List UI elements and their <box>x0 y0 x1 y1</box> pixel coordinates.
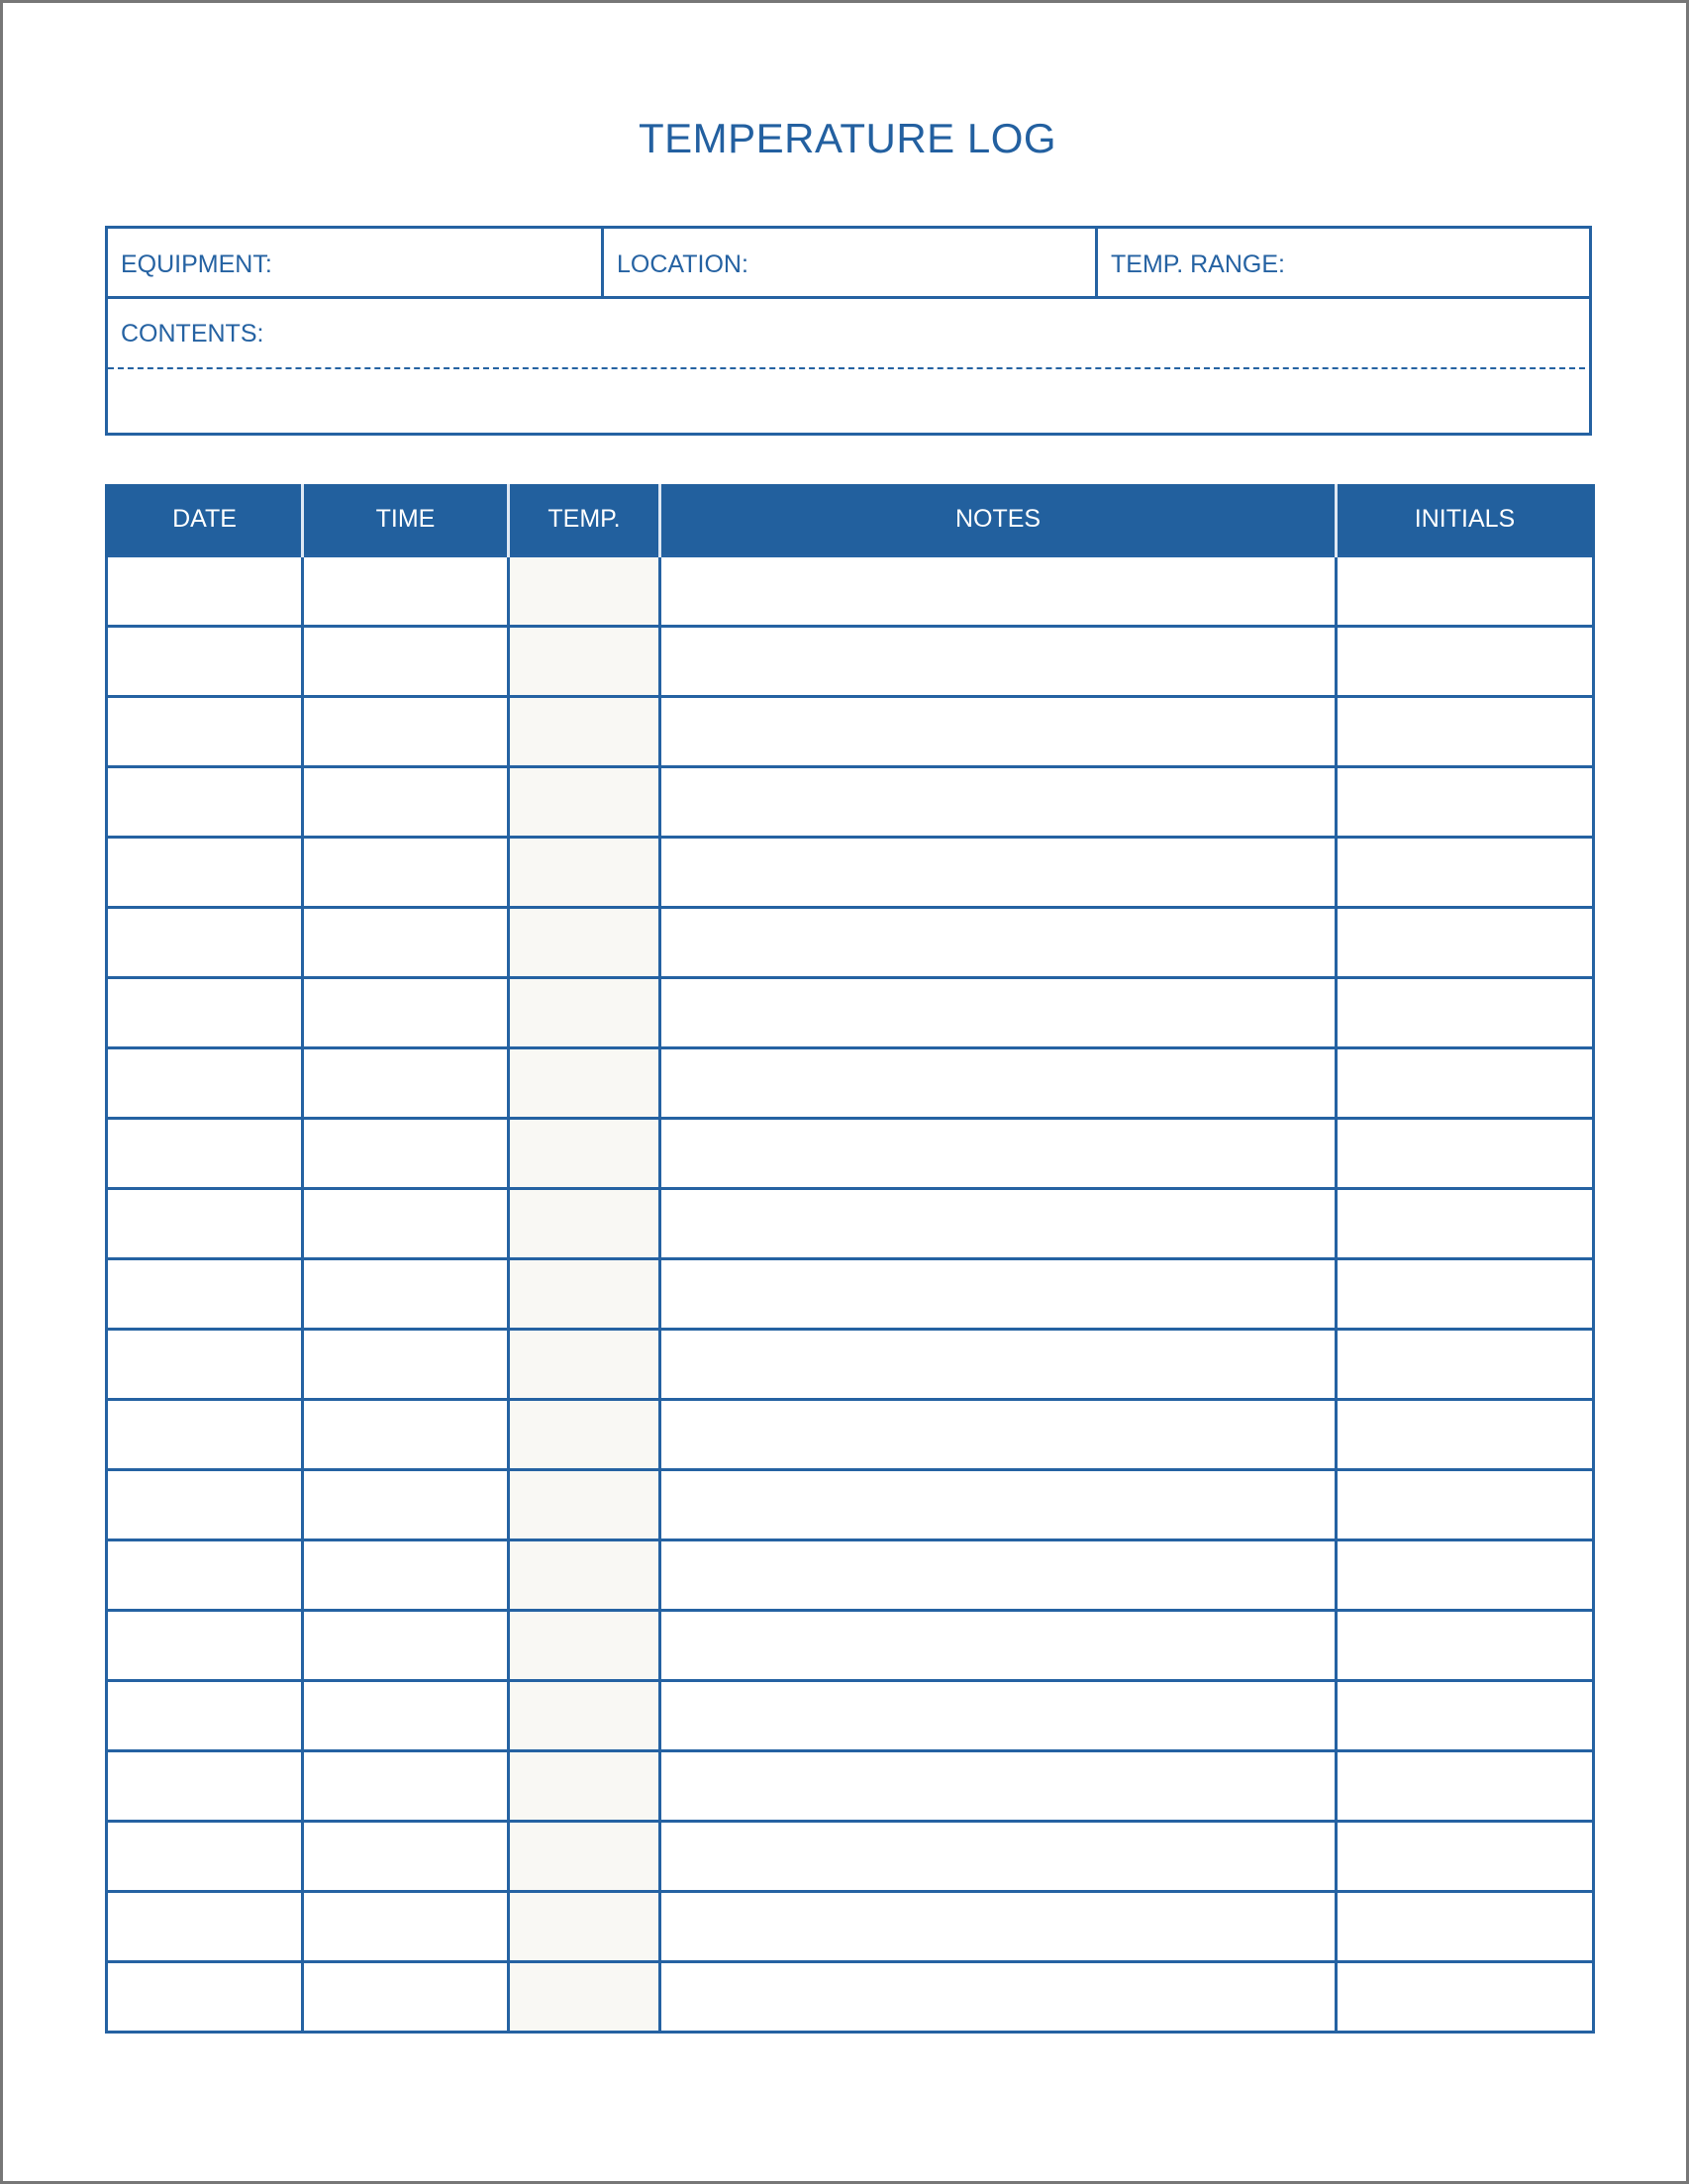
notes-cell[interactable] <box>660 626 1337 696</box>
temp-input[interactable] <box>510 1120 658 1187</box>
notes-input[interactable] <box>661 1331 1335 1398</box>
time-cell[interactable] <box>303 1329 509 1399</box>
initials-cell[interactable] <box>1337 1961 1594 2032</box>
notes-input[interactable] <box>661 1049 1335 1117</box>
temp-cell[interactable] <box>509 1750 660 1821</box>
temp-input[interactable] <box>510 698 658 765</box>
time-input[interactable] <box>304 768 507 836</box>
temp-cell[interactable] <box>509 696 660 766</box>
temp-input[interactable] <box>510 1260 658 1328</box>
date-input[interactable] <box>108 979 301 1046</box>
temp-cell[interactable] <box>509 1891 660 1961</box>
notes-cell[interactable] <box>660 1329 1337 1399</box>
table-row <box>107 1891 1594 1961</box>
table-row <box>107 555 1594 626</box>
initials-input[interactable] <box>1338 698 1592 765</box>
notes-cell[interactable] <box>660 1539 1337 1610</box>
temp-input[interactable] <box>510 1049 658 1117</box>
table-row <box>107 696 1594 766</box>
date-input[interactable] <box>108 628 301 695</box>
time-cell[interactable] <box>303 1539 509 1610</box>
temp-range-field[interactable] <box>1095 229 1589 296</box>
notes-input[interactable] <box>661 768 1335 836</box>
time-cell[interactable] <box>303 766 509 837</box>
date-input[interactable] <box>108 839 301 906</box>
initials-input[interactable] <box>1338 1471 1592 1539</box>
initials-cell[interactable] <box>1337 1610 1594 1680</box>
time-input[interactable] <box>304 1823 507 1890</box>
notes-input[interactable] <box>661 628 1335 695</box>
initials-cell[interactable] <box>1337 837 1594 907</box>
equipment-label: EQUIPMENT: <box>121 250 272 278</box>
table-row <box>107 766 1594 837</box>
info-row-top <box>108 229 1589 299</box>
date-cell[interactable] <box>107 907 303 977</box>
time-cell[interactable] <box>303 696 509 766</box>
date-cell[interactable] <box>107 1258 303 1329</box>
table-row <box>107 626 1594 696</box>
table-row <box>107 1539 1594 1610</box>
notes-input[interactable] <box>661 557 1335 625</box>
time-input[interactable] <box>304 1190 507 1257</box>
initials-input[interactable] <box>1338 1893 1592 1960</box>
temp-cell[interactable] <box>509 1399 660 1469</box>
time-cell[interactable] <box>303 1188 509 1258</box>
temp-range-label: TEMP. RANGE: <box>1111 250 1285 278</box>
notes-cell[interactable] <box>660 1891 1337 1961</box>
time-input[interactable] <box>304 1401 507 1468</box>
notes-cell[interactable] <box>660 1469 1337 1539</box>
time-input[interactable] <box>304 1049 507 1117</box>
time-cell[interactable] <box>303 907 509 977</box>
temp-input[interactable] <box>510 768 658 836</box>
column-header-initials: INITIALS <box>1337 484 1594 555</box>
date-cell[interactable] <box>107 1399 303 1469</box>
initials-input[interactable] <box>1338 1682 1592 1749</box>
date-cell[interactable] <box>107 977 303 1047</box>
time-cell[interactable] <box>303 1680 509 1750</box>
initials-input[interactable] <box>1338 1401 1592 1468</box>
temp-input[interactable] <box>510 979 658 1046</box>
notes-input[interactable] <box>661 698 1335 765</box>
temp-input[interactable] <box>510 1893 658 1960</box>
initials-input[interactable] <box>1338 839 1592 906</box>
time-input[interactable] <box>304 1682 507 1749</box>
time-cell[interactable] <box>303 837 509 907</box>
temp-cell[interactable] <box>509 1539 660 1610</box>
time-cell[interactable] <box>303 626 509 696</box>
notes-input[interactable] <box>661 1120 1335 1187</box>
notes-cell[interactable] <box>660 1961 1337 2032</box>
temp-cell[interactable] <box>509 1469 660 1539</box>
initials-cell[interactable] <box>1337 696 1594 766</box>
temp-cell[interactable] <box>509 1961 660 2032</box>
initials-cell[interactable] <box>1337 766 1594 837</box>
notes-cell[interactable] <box>660 696 1337 766</box>
date-input[interactable] <box>108 1190 301 1257</box>
table-row <box>107 1047 1594 1118</box>
initials-cell[interactable] <box>1337 977 1594 1047</box>
initials-cell[interactable] <box>1337 1469 1594 1539</box>
notes-input[interactable] <box>661 839 1335 906</box>
notes-cell[interactable] <box>660 1118 1337 1188</box>
date-cell[interactable] <box>107 1047 303 1118</box>
notes-input[interactable] <box>661 979 1335 1046</box>
notes-input[interactable] <box>661 909 1335 976</box>
notes-cell[interactable] <box>660 1258 1337 1329</box>
temp-cell[interactable] <box>509 1680 660 1750</box>
initials-input[interactable] <box>1338 1823 1592 1890</box>
table-header-row <box>107 484 1594 555</box>
initials-cell[interactable] <box>1337 1750 1594 1821</box>
time-input[interactable] <box>304 698 507 765</box>
time-cell[interactable] <box>303 1891 509 1961</box>
temp-cell[interactable] <box>509 626 660 696</box>
temp-input[interactable] <box>510 1963 658 2031</box>
temp-cell[interactable] <box>509 766 660 837</box>
time-cell[interactable] <box>303 1118 509 1188</box>
date-input[interactable] <box>108 768 301 836</box>
date-input[interactable] <box>108 1049 301 1117</box>
table-row <box>107 1610 1594 1680</box>
date-cell[interactable] <box>107 1961 303 2032</box>
notes-input[interactable] <box>661 1893 1335 1960</box>
date-input[interactable] <box>108 1331 301 1398</box>
date-input[interactable] <box>108 1471 301 1539</box>
notes-cell[interactable] <box>660 977 1337 1047</box>
page-title: TEMPERATURE LOG <box>638 115 1057 161</box>
table-row <box>107 1399 1594 1469</box>
time-cell[interactable] <box>303 1961 509 2032</box>
table-row <box>107 977 1594 1047</box>
time-input[interactable] <box>304 557 507 625</box>
date-input[interactable] <box>108 1541 301 1609</box>
initials-cell[interactable] <box>1337 1680 1594 1750</box>
initials-cell[interactable] <box>1337 1258 1594 1329</box>
initials-cell[interactable] <box>1337 1047 1594 1118</box>
notes-cell[interactable] <box>660 1610 1337 1680</box>
date-cell[interactable] <box>107 1469 303 1539</box>
initials-input[interactable] <box>1338 1752 1592 1820</box>
initials-input[interactable] <box>1338 628 1592 695</box>
temp-input[interactable] <box>510 1401 658 1468</box>
time-cell[interactable] <box>303 1258 509 1329</box>
temp-input[interactable] <box>510 1190 658 1257</box>
initials-input[interactable] <box>1338 1963 1592 2031</box>
notes-input[interactable] <box>661 1963 1335 2031</box>
date-cell[interactable] <box>107 1610 303 1680</box>
table-row <box>107 1329 1594 1399</box>
location-label: LOCATION: <box>617 250 748 278</box>
initials-cell[interactable] <box>1337 555 1594 626</box>
initials-input[interactable] <box>1338 1331 1592 1398</box>
time-input[interactable] <box>304 1120 507 1187</box>
time-input[interactable] <box>304 628 507 695</box>
column-header-date: DATE <box>107 484 303 555</box>
temp-input[interactable] <box>510 839 658 906</box>
initials-cell[interactable] <box>1337 1329 1594 1399</box>
notes-cell[interactable] <box>660 1821 1337 1891</box>
date-input[interactable] <box>108 1401 301 1468</box>
date-cell[interactable] <box>107 837 303 907</box>
notes-input[interactable] <box>661 1471 1335 1539</box>
temp-cell[interactable] <box>509 1329 660 1399</box>
time-cell[interactable] <box>303 1821 509 1891</box>
temp-cell[interactable] <box>509 907 660 977</box>
date-cell[interactable] <box>107 1539 303 1610</box>
date-cell[interactable] <box>107 1821 303 1891</box>
temp-cell[interactable] <box>509 1188 660 1258</box>
date-input[interactable] <box>108 1893 301 1960</box>
initials-input[interactable] <box>1338 909 1592 976</box>
initials-cell[interactable] <box>1337 1188 1594 1258</box>
notes-input[interactable] <box>661 1260 1335 1328</box>
temp-input[interactable] <box>510 1541 658 1609</box>
location-field[interactable] <box>601 229 1095 296</box>
notes-cell[interactable] <box>660 555 1337 626</box>
equipment-info-box <box>105 226 1592 436</box>
date-input[interactable] <box>108 1963 301 2031</box>
date-cell[interactable] <box>107 1329 303 1399</box>
temp-input[interactable] <box>510 1471 658 1539</box>
column-header-temp: TEMP. <box>509 484 660 555</box>
notes-input[interactable] <box>661 1682 1335 1749</box>
initials-input[interactable] <box>1338 1612 1592 1679</box>
time-input[interactable] <box>304 1260 507 1328</box>
time-cell[interactable] <box>303 1469 509 1539</box>
notes-input[interactable] <box>661 1752 1335 1820</box>
table-row <box>107 907 1594 977</box>
contents-dashed-divider <box>108 367 1585 369</box>
time-input[interactable] <box>304 1752 507 1820</box>
temp-cell[interactable] <box>509 1821 660 1891</box>
time-input[interactable] <box>304 1541 507 1609</box>
date-cell[interactable] <box>107 1118 303 1188</box>
date-cell[interactable] <box>107 696 303 766</box>
temp-input[interactable] <box>510 1612 658 1679</box>
initials-cell[interactable] <box>1337 1399 1594 1469</box>
date-input[interactable] <box>108 1612 301 1679</box>
date-cell[interactable] <box>107 1750 303 1821</box>
initials-cell[interactable] <box>1337 1118 1594 1188</box>
notes-cell[interactable] <box>660 907 1337 977</box>
date-input[interactable] <box>108 1823 301 1890</box>
notes-input[interactable] <box>661 1401 1335 1468</box>
notes-cell[interactable] <box>660 1750 1337 1821</box>
initials-cell[interactable] <box>1337 1539 1594 1610</box>
temp-cell[interactable] <box>509 555 660 626</box>
notes-cell[interactable] <box>660 1399 1337 1469</box>
date-input[interactable] <box>108 557 301 625</box>
initials-input[interactable] <box>1338 557 1592 625</box>
table-row <box>107 1680 1594 1750</box>
table-body <box>107 555 1594 2032</box>
temp-input[interactable] <box>510 557 658 625</box>
initials-cell[interactable] <box>1337 626 1594 696</box>
table-row <box>107 1469 1594 1539</box>
time-input[interactable] <box>304 1893 507 1960</box>
time-input[interactable] <box>304 979 507 1046</box>
temp-input[interactable] <box>510 1752 658 1820</box>
time-input[interactable] <box>304 1963 507 2031</box>
temp-input[interactable] <box>510 909 658 976</box>
notes-cell[interactable] <box>660 1047 1337 1118</box>
initials-input[interactable] <box>1338 1190 1592 1257</box>
initials-input[interactable] <box>1338 1541 1592 1609</box>
temp-cell[interactable] <box>509 1258 660 1329</box>
date-input[interactable] <box>108 1682 301 1749</box>
notes-cell[interactable] <box>660 837 1337 907</box>
initials-cell[interactable] <box>1337 1891 1594 1961</box>
time-cell[interactable] <box>303 1610 509 1680</box>
date-input[interactable] <box>108 1120 301 1187</box>
time-cell[interactable] <box>303 1399 509 1469</box>
notes-input[interactable] <box>661 1823 1335 1890</box>
time-input[interactable] <box>304 1471 507 1539</box>
notes-cell[interactable] <box>660 1680 1337 1750</box>
time-input[interactable] <box>304 839 507 906</box>
column-header-notes: NOTES <box>660 484 1337 555</box>
time-cell[interactable] <box>303 555 509 626</box>
initials-input[interactable] <box>1338 768 1592 836</box>
time-cell[interactable] <box>303 977 509 1047</box>
date-input[interactable] <box>108 1752 301 1820</box>
notes-cell[interactable] <box>660 766 1337 837</box>
date-cell[interactable] <box>107 766 303 837</box>
date-input[interactable] <box>108 698 301 765</box>
time-input[interactable] <box>304 909 507 976</box>
time-cell[interactable] <box>303 1750 509 1821</box>
date-cell[interactable] <box>107 1891 303 1961</box>
date-input[interactable] <box>108 909 301 976</box>
initials-input[interactable] <box>1338 979 1592 1046</box>
time-input[interactable] <box>304 1331 507 1398</box>
table-row <box>107 1188 1594 1258</box>
initials-input[interactable] <box>1338 1049 1592 1117</box>
date-cell[interactable] <box>107 555 303 626</box>
table-row <box>107 1821 1594 1891</box>
table-row <box>107 1258 1594 1329</box>
initials-cell[interactable] <box>1337 907 1594 977</box>
temp-cell[interactable] <box>509 837 660 907</box>
table-row <box>107 1961 1594 2032</box>
column-header-time: TIME <box>303 484 509 555</box>
temp-input[interactable] <box>510 1823 658 1890</box>
table-row <box>107 1118 1594 1188</box>
initials-input[interactable] <box>1338 1120 1592 1187</box>
temperature-log-table <box>105 484 1595 2034</box>
date-cell[interactable] <box>107 1680 303 1750</box>
time-input[interactable] <box>304 1612 507 1679</box>
notes-input[interactable] <box>661 1612 1335 1679</box>
date-input[interactable] <box>108 1260 301 1328</box>
temp-input[interactable] <box>510 628 658 695</box>
temp-cell[interactable] <box>509 1118 660 1188</box>
temp-cell[interactable] <box>509 1610 660 1680</box>
table-row <box>107 1750 1594 1821</box>
table-row <box>107 837 1594 907</box>
initials-cell[interactable] <box>1337 1821 1594 1891</box>
temp-input[interactable] <box>510 1682 658 1749</box>
temp-input[interactable] <box>510 1331 658 1398</box>
temp-cell[interactable] <box>509 977 660 1047</box>
notes-cell[interactable] <box>660 1188 1337 1258</box>
contents-label: CONTENTS: <box>121 320 264 347</box>
time-cell[interactable] <box>303 1047 509 1118</box>
equipment-field[interactable] <box>108 229 601 296</box>
date-cell[interactable] <box>107 626 303 696</box>
temp-cell[interactable] <box>509 1047 660 1118</box>
date-cell[interactable] <box>107 1188 303 1258</box>
initials-input[interactable] <box>1338 1260 1592 1328</box>
notes-input[interactable] <box>661 1541 1335 1609</box>
notes-input[interactable] <box>661 1190 1335 1257</box>
